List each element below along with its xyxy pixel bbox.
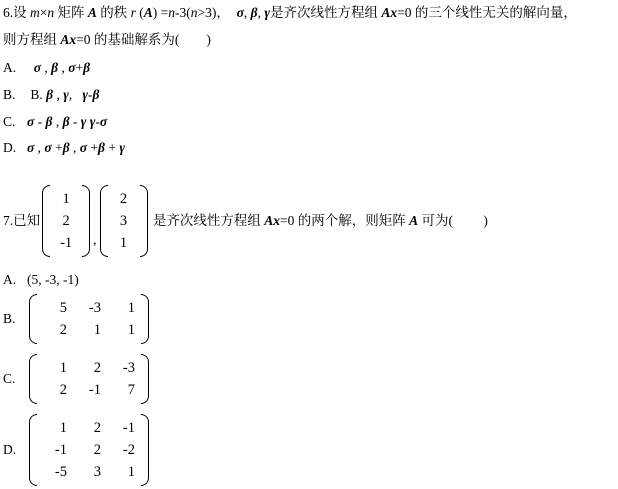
vector-1-values: [51, 185, 81, 257]
matrix-cell: 2: [93, 442, 101, 458]
option-content: σ , β , σ+β: [33, 60, 91, 75]
right-paren: [141, 294, 149, 344]
matrix-row: [43, 319, 135, 341]
matrix-cell: 3: [119, 213, 128, 229]
right-paren: [141, 354, 149, 404]
matrix-cell: -2: [122, 442, 135, 458]
question-6-option-a: [3, 58, 90, 78]
matrix-cell: 1: [119, 235, 128, 251]
question-7-option-b: [3, 294, 151, 344]
question-7-option-c: [3, 354, 151, 404]
question-7-option-d: [3, 414, 151, 486]
matrix-cell: -5: [54, 464, 67, 480]
option-c-matrix: [29, 354, 149, 404]
matrix-cell: 1: [62, 191, 70, 207]
right-paren: [140, 185, 148, 257]
matrix-cell: 1: [59, 420, 67, 436]
option-d-matrix: [29, 414, 149, 486]
left-paren: [42, 185, 50, 257]
matrix-cell: 1: [127, 464, 135, 480]
left-paren: [29, 294, 37, 344]
matrix-row: [56, 188, 76, 210]
matrix-cell: 1: [59, 360, 67, 376]
question-7-stem-prefix: 7.已知: [3, 213, 41, 228]
option-content: σ , σ +β , σ +β + γ: [27, 140, 125, 155]
option-label: A.: [3, 272, 17, 287]
matrix-values: [38, 354, 140, 404]
matrix-cell: -3: [88, 300, 101, 316]
matrix-row: [43, 379, 135, 401]
matrix-cell: 2: [93, 420, 101, 436]
matrix-cell: -1: [88, 382, 101, 398]
option-label: D.: [3, 140, 17, 155]
matrix-cell: 2: [59, 322, 67, 338]
question-6-option-c: [3, 112, 107, 132]
matrix-cell: 5: [59, 300, 67, 316]
matrix-cell: 1: [93, 322, 101, 338]
left-paren: [29, 414, 37, 486]
matrix-row: [56, 210, 76, 232]
option-label: C.: [3, 371, 16, 386]
matrix-cell: 2: [59, 382, 67, 398]
option-content: σ - β , β - γ γ-σ: [27, 114, 108, 129]
option-label: C.: [3, 114, 16, 129]
question-6-option-d: [3, 138, 125, 158]
question-7-stem: [3, 182, 488, 260]
matrix-cell: -1: [122, 420, 135, 436]
option-label: B.: [3, 87, 16, 102]
matrix-values: [38, 294, 140, 344]
option-label: B.: [3, 311, 16, 326]
solution-vector-1: [42, 185, 90, 257]
right-paren: [82, 185, 90, 257]
matrix-cell: 2: [93, 360, 101, 376]
matrix-row: [43, 461, 135, 483]
matrix-cell: 7: [127, 382, 135, 398]
vector-separator: ,: [93, 232, 97, 247]
matrix-row: [43, 297, 135, 319]
matrix-row: [56, 232, 76, 254]
matrix-cell: -3: [122, 360, 135, 376]
question-7-stem-suffix: 是齐次线性方程组 Ax=0 的两个解，则矩阵 A 可为( ): [149, 213, 488, 228]
matrix-row: [114, 188, 134, 210]
matrix-row: [43, 357, 135, 379]
matrix-cell: 2: [119, 191, 128, 207]
matrix-row: [43, 439, 135, 461]
matrix-row: [114, 232, 134, 254]
left-paren: [100, 185, 108, 257]
matrix-row: [43, 417, 135, 439]
question-6-stem-line1: 6.设 m×n 矩阵 A 的秩 r (A) =n-3(n>3)， σ, β, γ是齐次线性方程组 Ax=0 的三个线性无关的解向量，: [3, 5, 577, 20]
right-paren: [141, 414, 149, 486]
question-6-option-b: [3, 85, 99, 105]
question-7-option-a: [3, 270, 79, 290]
matrix-cell: 1: [127, 300, 135, 316]
option-content: (5, -3, -1): [27, 272, 79, 287]
matrix-cell: 2: [62, 213, 70, 229]
question-6-stem-line2: 则方程组 Ax=0 的基础解系为( ): [3, 32, 211, 47]
option-b-matrix: [29, 294, 149, 344]
matrix-values: [38, 414, 140, 486]
option-content: B. β , γ, γ-β: [27, 87, 100, 102]
solution-vector-2: [100, 185, 148, 257]
matrix-cell: -1: [60, 235, 73, 251]
matrix-cell: 3: [93, 464, 101, 480]
option-label: D.: [3, 442, 17, 457]
left-paren: [29, 354, 37, 404]
vector-2-values: [109, 185, 139, 257]
matrix-row: [114, 210, 134, 232]
matrix-cell: 1: [127, 322, 135, 338]
option-label: A.: [3, 60, 17, 75]
matrix-cell: -1: [54, 442, 67, 458]
